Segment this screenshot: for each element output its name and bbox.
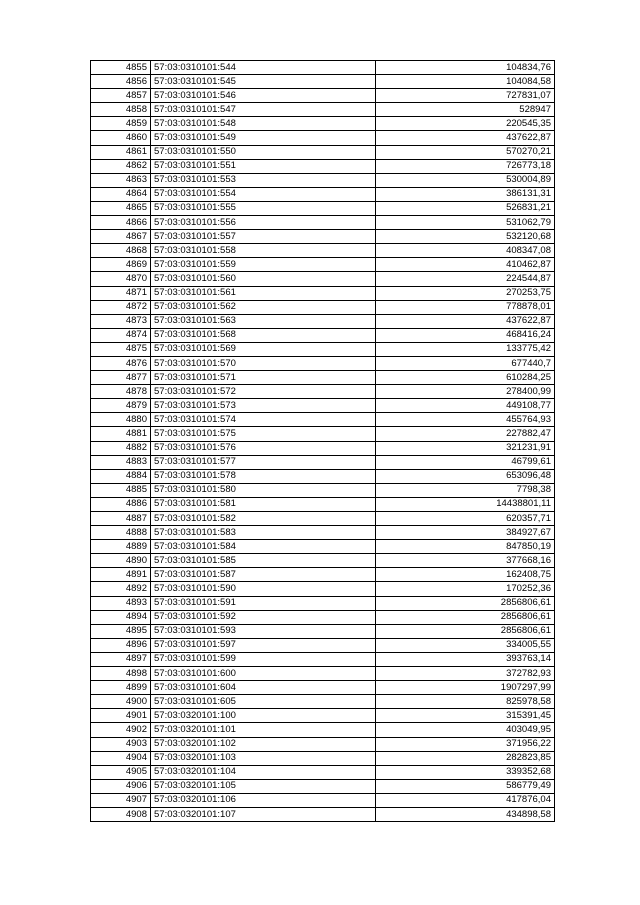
row-number: 4906 xyxy=(91,779,151,793)
table-row xyxy=(91,737,555,751)
table-row xyxy=(91,61,555,75)
cadastral-value: 46799,61 xyxy=(376,455,555,469)
table-body xyxy=(91,61,555,822)
cadastral-value: 410462,87 xyxy=(376,258,555,272)
cadastral-value: 162408,75 xyxy=(376,568,555,582)
row-number: 4908 xyxy=(91,807,151,821)
row-number: 4865 xyxy=(91,201,151,215)
table-row xyxy=(91,681,555,695)
row-number: 4868 xyxy=(91,244,151,258)
cadastral-number: 57:03:0310101:559 xyxy=(151,258,376,272)
table-row xyxy=(91,371,555,385)
cadastral-number: 57:03:0310101:554 xyxy=(151,187,376,201)
table-row xyxy=(91,582,555,596)
table-row xyxy=(91,652,555,666)
cadastral-value: 270253,75 xyxy=(376,286,555,300)
table-row xyxy=(91,413,555,427)
table-row xyxy=(91,286,555,300)
row-number: 4889 xyxy=(91,540,151,554)
table-row xyxy=(91,103,555,117)
cadastral-value: 727831,07 xyxy=(376,89,555,103)
cadastral-number: 57:03:0320101:106 xyxy=(151,793,376,807)
cadastral-number: 57:03:0310101:562 xyxy=(151,300,376,314)
row-number: 4870 xyxy=(91,272,151,286)
cadastral-value: 653096,48 xyxy=(376,469,555,483)
row-number: 4901 xyxy=(91,709,151,723)
cadastral-number: 57:03:0310101:563 xyxy=(151,314,376,328)
cadastral-number: 57:03:0310101:573 xyxy=(151,399,376,413)
cadastral-value: 386131,31 xyxy=(376,187,555,201)
row-number: 4866 xyxy=(91,216,151,230)
cadastral-number: 57:03:0310101:581 xyxy=(151,497,376,511)
cadastral-number: 57:03:0320101:105 xyxy=(151,779,376,793)
cadastral-value: 449108,77 xyxy=(376,399,555,413)
row-number: 4858 xyxy=(91,103,151,117)
row-number: 4877 xyxy=(91,371,151,385)
table-row xyxy=(91,723,555,737)
cadastral-number: 57:03:0310101:568 xyxy=(151,328,376,342)
table-row xyxy=(91,328,555,342)
row-number: 4891 xyxy=(91,568,151,582)
cadastral-value: 315391,45 xyxy=(376,709,555,723)
table-row xyxy=(91,709,555,723)
cadastral-value: 377668,16 xyxy=(376,554,555,568)
table-row xyxy=(91,300,555,314)
cadastral-value: 403049,95 xyxy=(376,723,555,737)
row-number: 4863 xyxy=(91,173,151,187)
cadastral-number: 57:03:0310101:577 xyxy=(151,455,376,469)
cadastral-value: 372782,93 xyxy=(376,667,555,681)
row-number: 4900 xyxy=(91,695,151,709)
cadastral-number: 57:03:0310101:592 xyxy=(151,610,376,624)
table-row xyxy=(91,497,555,511)
cadastral-number: 57:03:0310101:548 xyxy=(151,117,376,131)
table-row xyxy=(91,624,555,638)
row-number: 4904 xyxy=(91,751,151,765)
row-number: 4907 xyxy=(91,793,151,807)
row-number: 4862 xyxy=(91,159,151,173)
cadastral-number: 57:03:0310101:546 xyxy=(151,89,376,103)
cadastral-value: 620357,71 xyxy=(376,512,555,526)
cadastral-number: 57:03:0310101:593 xyxy=(151,624,376,638)
row-number: 4902 xyxy=(91,723,151,737)
cadastral-number: 57:03:0310101:572 xyxy=(151,385,376,399)
cadastral-value: 133775,42 xyxy=(376,342,555,356)
table-row xyxy=(91,187,555,201)
cadastral-value: 282823,85 xyxy=(376,751,555,765)
table-row xyxy=(91,173,555,187)
cadastral-value: 2856806,61 xyxy=(376,624,555,638)
cadastral-value: 384927,67 xyxy=(376,526,555,540)
row-number: 4860 xyxy=(91,131,151,145)
row-number: 4885 xyxy=(91,483,151,497)
table-row xyxy=(91,272,555,286)
table-row xyxy=(91,540,555,554)
cadastral-value: 417876,04 xyxy=(376,793,555,807)
row-number: 4861 xyxy=(91,145,151,159)
table-row xyxy=(91,230,555,244)
cadastral-number: 57:03:0320101:101 xyxy=(151,723,376,737)
table-row xyxy=(91,526,555,540)
row-number: 4872 xyxy=(91,300,151,314)
cadastral-value: 726773,18 xyxy=(376,159,555,173)
cadastral-number: 57:03:0310101:583 xyxy=(151,526,376,540)
row-number: 4864 xyxy=(91,187,151,201)
row-number: 4882 xyxy=(91,441,151,455)
cadastral-value: 586779,49 xyxy=(376,779,555,793)
table-row xyxy=(91,314,555,328)
cadastral-value: 437622,87 xyxy=(376,314,555,328)
cadastral-number: 57:03:0310101:557 xyxy=(151,230,376,244)
row-number: 4878 xyxy=(91,385,151,399)
row-number: 4873 xyxy=(91,314,151,328)
row-number: 4890 xyxy=(91,554,151,568)
cadastral-number: 57:03:0310101:605 xyxy=(151,695,376,709)
cadastral-number: 57:03:0310101:570 xyxy=(151,356,376,370)
cadastral-value: 528947 xyxy=(376,103,555,117)
cadastral-number: 57:03:0310101:575 xyxy=(151,427,376,441)
cadastral-value: 227882,47 xyxy=(376,427,555,441)
table-row xyxy=(91,483,555,497)
row-number: 4881 xyxy=(91,427,151,441)
row-number: 4883 xyxy=(91,455,151,469)
cadastral-number: 57:03:0310101:574 xyxy=(151,413,376,427)
table-row xyxy=(91,427,555,441)
row-number: 4888 xyxy=(91,526,151,540)
cadastral-number: 57:03:0310101:599 xyxy=(151,652,376,666)
row-number: 4880 xyxy=(91,413,151,427)
row-number: 4895 xyxy=(91,624,151,638)
cadastral-value: 220545,35 xyxy=(376,117,555,131)
cadastral-value-table xyxy=(90,60,555,822)
cadastral-value: 1907297,99 xyxy=(376,681,555,695)
cadastral-value: 278400,99 xyxy=(376,385,555,399)
table-row xyxy=(91,216,555,230)
table-row xyxy=(91,117,555,131)
table-row xyxy=(91,441,555,455)
row-number: 4867 xyxy=(91,230,151,244)
table-row xyxy=(91,258,555,272)
row-number: 4896 xyxy=(91,638,151,652)
table-row xyxy=(91,512,555,526)
table-row xyxy=(91,244,555,258)
cadastral-number: 57:03:0310101:591 xyxy=(151,596,376,610)
table-row xyxy=(91,399,555,413)
row-number: 4879 xyxy=(91,399,151,413)
row-number: 4892 xyxy=(91,582,151,596)
table-row xyxy=(91,89,555,103)
cadastral-number: 57:03:0310101:544 xyxy=(151,61,376,75)
cadastral-value: 532120,68 xyxy=(376,230,555,244)
cadastral-value: 2856806,61 xyxy=(376,610,555,624)
cadastral-value: 7798,38 xyxy=(376,483,555,497)
table-row xyxy=(91,131,555,145)
row-number: 4855 xyxy=(91,61,151,75)
cadastral-value: 825978,58 xyxy=(376,695,555,709)
cadastral-number: 57:03:0310101:587 xyxy=(151,568,376,582)
row-number: 4859 xyxy=(91,117,151,131)
cadastral-number: 57:03:0310101:597 xyxy=(151,638,376,652)
cadastral-value: 530004,89 xyxy=(376,173,555,187)
table-row xyxy=(91,145,555,159)
row-number: 4869 xyxy=(91,258,151,272)
cadastral-value: 531062,79 xyxy=(376,216,555,230)
table-row xyxy=(91,667,555,681)
cadastral-number: 57:03:0310101:569 xyxy=(151,342,376,356)
table-row xyxy=(91,159,555,173)
table-row xyxy=(91,385,555,399)
cadastral-number: 57:03:0310101:584 xyxy=(151,540,376,554)
row-number: 4903 xyxy=(91,737,151,751)
cadastral-number: 57:03:0310101:547 xyxy=(151,103,376,117)
cadastral-number: 57:03:0310101:585 xyxy=(151,554,376,568)
table-row xyxy=(91,342,555,356)
cadastral-value: 393763,14 xyxy=(376,652,555,666)
cadastral-number: 57:03:0320101:100 xyxy=(151,709,376,723)
cadastral-value: 224544,87 xyxy=(376,272,555,286)
cadastral-number: 57:03:0310101:560 xyxy=(151,272,376,286)
cadastral-number: 57:03:0310101:582 xyxy=(151,512,376,526)
cadastral-number: 57:03:0320101:107 xyxy=(151,807,376,821)
table-row xyxy=(91,779,555,793)
table-row xyxy=(91,455,555,469)
table-row xyxy=(91,469,555,483)
cadastral-value: 14438801,11 xyxy=(376,497,555,511)
cadastral-number: 57:03:0310101:604 xyxy=(151,681,376,695)
row-number: 4884 xyxy=(91,469,151,483)
cadastral-number: 57:03:0310101:571 xyxy=(151,371,376,385)
row-number: 4905 xyxy=(91,765,151,779)
cadastral-value: 526831,21 xyxy=(376,201,555,215)
row-number: 4894 xyxy=(91,610,151,624)
cadastral-number: 57:03:0310101:555 xyxy=(151,201,376,215)
cadastral-number: 57:03:0320101:103 xyxy=(151,751,376,765)
row-number: 4899 xyxy=(91,681,151,695)
cadastral-value: 371956,22 xyxy=(376,737,555,751)
table-row xyxy=(91,638,555,652)
table-row xyxy=(91,596,555,610)
cadastral-number: 57:03:0310101:551 xyxy=(151,159,376,173)
cadastral-number: 57:03:0310101:558 xyxy=(151,244,376,258)
row-number: 4887 xyxy=(91,512,151,526)
table-row xyxy=(91,356,555,370)
cadastral-value: 778878,01 xyxy=(376,300,555,314)
cadastral-number: 57:03:0310101:549 xyxy=(151,131,376,145)
cadastral-value: 468416,24 xyxy=(376,328,555,342)
cadastral-number: 57:03:0310101:590 xyxy=(151,582,376,596)
cadastral-value: 437622,87 xyxy=(376,131,555,145)
cadastral-value: 434898,58 xyxy=(376,807,555,821)
table-row xyxy=(91,554,555,568)
cadastral-value: 104834,76 xyxy=(376,61,555,75)
cadastral-number: 57:03:0310101:580 xyxy=(151,483,376,497)
cadastral-value: 570270,21 xyxy=(376,145,555,159)
row-number: 4897 xyxy=(91,652,151,666)
cadastral-value: 170252,36 xyxy=(376,582,555,596)
cadastral-value: 455764,93 xyxy=(376,413,555,427)
cadastral-number: 57:03:0310101:578 xyxy=(151,469,376,483)
row-number: 4856 xyxy=(91,75,151,89)
table-row xyxy=(91,568,555,582)
row-number: 4875 xyxy=(91,342,151,356)
cadastral-number: 57:03:0310101:600 xyxy=(151,667,376,681)
cadastral-number: 57:03:0310101:576 xyxy=(151,441,376,455)
cadastral-value: 339352,68 xyxy=(376,765,555,779)
cadastral-value: 2856806,61 xyxy=(376,596,555,610)
cadastral-value: 408347,08 xyxy=(376,244,555,258)
row-number: 4857 xyxy=(91,89,151,103)
cadastral-number: 57:03:0310101:550 xyxy=(151,145,376,159)
row-number: 4876 xyxy=(91,356,151,370)
row-number: 4886 xyxy=(91,497,151,511)
cadastral-number: 57:03:0310101:556 xyxy=(151,216,376,230)
table-row xyxy=(91,807,555,821)
cadastral-value: 334005,55 xyxy=(376,638,555,652)
table-row xyxy=(91,793,555,807)
cadastral-number: 57:03:0320101:102 xyxy=(151,737,376,751)
cadastral-value: 677440,7 xyxy=(376,356,555,370)
cadastral-value: 104084,58 xyxy=(376,75,555,89)
cadastral-number: 57:03:0320101:104 xyxy=(151,765,376,779)
cadastral-value: 610284,25 xyxy=(376,371,555,385)
row-number: 4898 xyxy=(91,667,151,681)
table-row xyxy=(91,610,555,624)
cadastral-value: 321231,91 xyxy=(376,441,555,455)
table-row xyxy=(91,765,555,779)
cadastral-number: 57:03:0310101:545 xyxy=(151,75,376,89)
row-number: 4893 xyxy=(91,596,151,610)
row-number: 4874 xyxy=(91,328,151,342)
table-row xyxy=(91,201,555,215)
cadastral-value: 847850,19 xyxy=(376,540,555,554)
table-row xyxy=(91,695,555,709)
table-row xyxy=(91,75,555,89)
cadastral-number: 57:03:0310101:561 xyxy=(151,286,376,300)
row-number: 4871 xyxy=(91,286,151,300)
table-row xyxy=(91,751,555,765)
cadastral-number: 57:03:0310101:553 xyxy=(151,173,376,187)
